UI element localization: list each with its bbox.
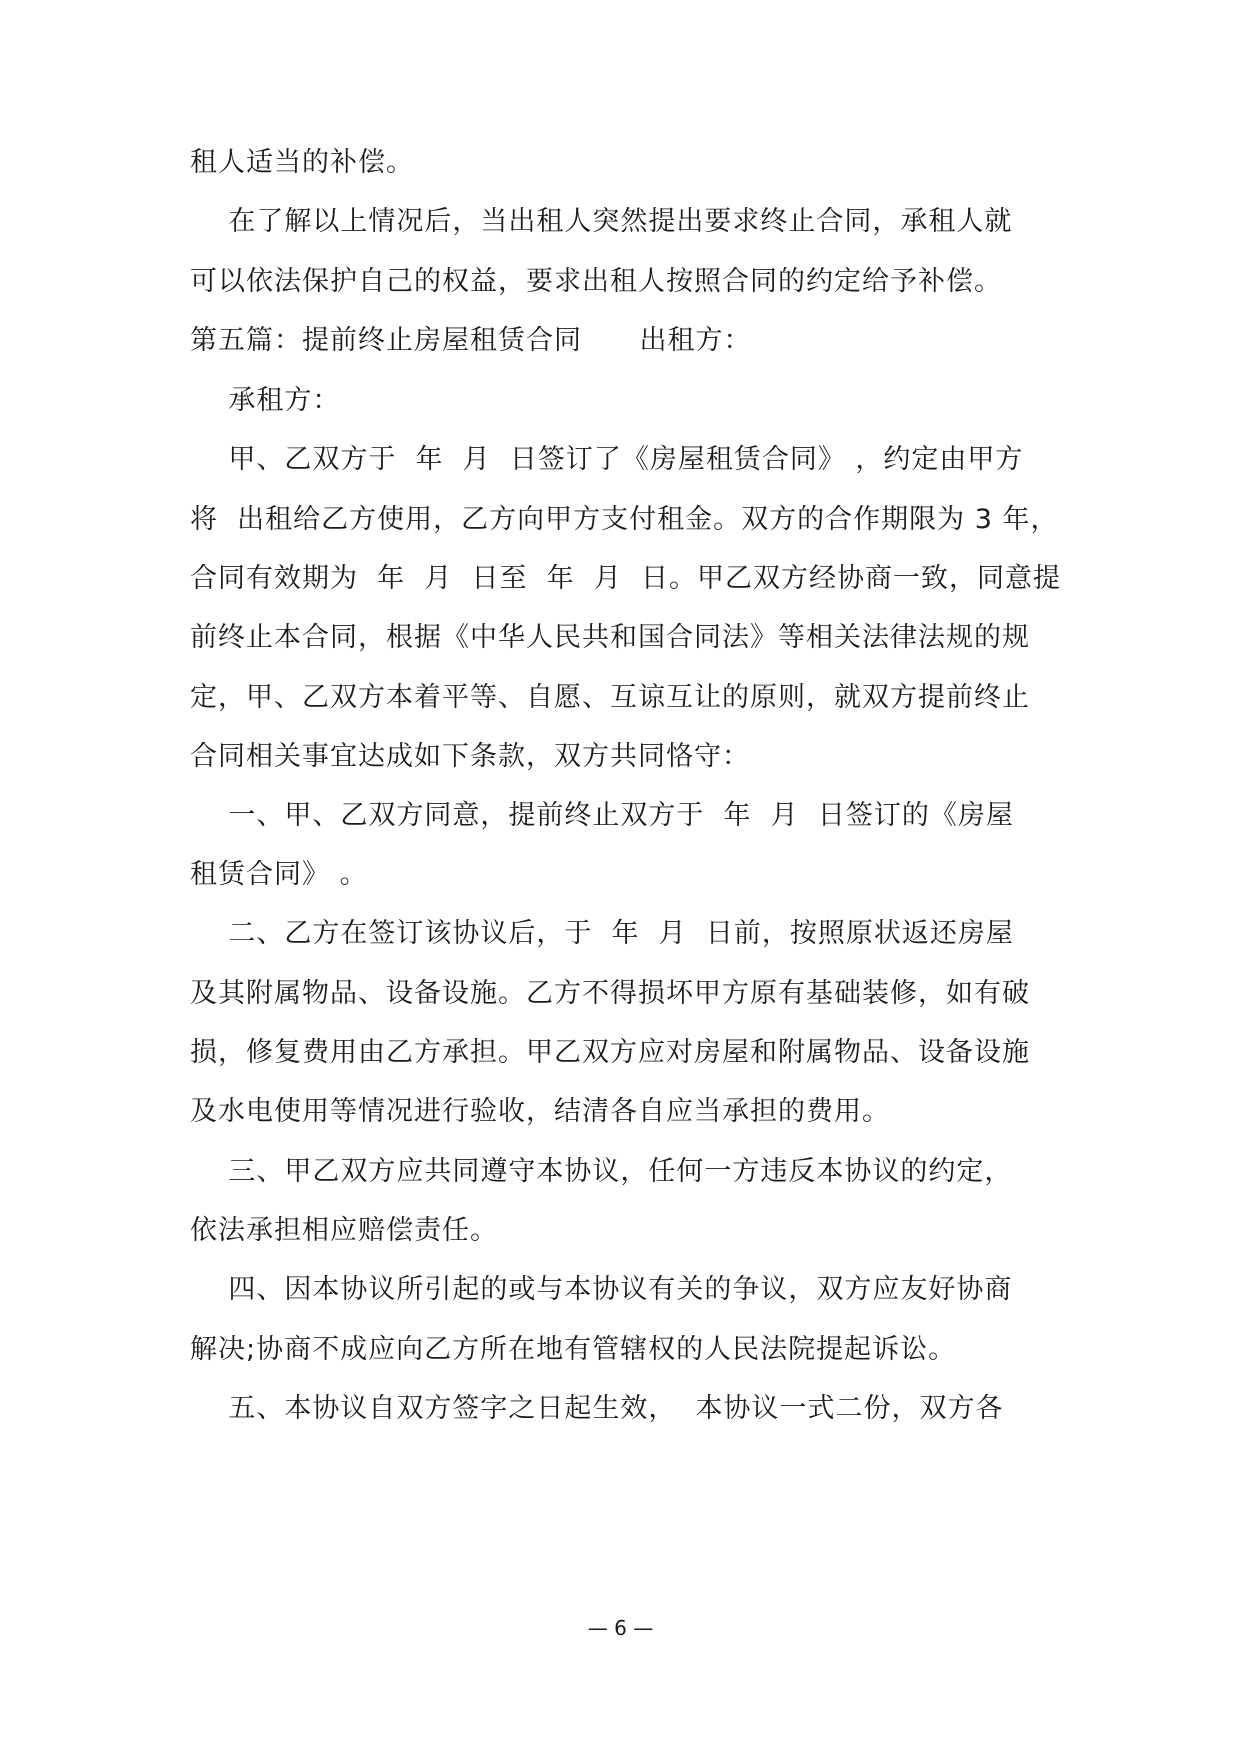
- text-line: 定，甲、乙双方本着平等、自愿、互谅互让的原则，就双方提前终止: [190, 682, 1030, 713]
- text-line: 甲、乙双方于 年 月 日签订了《房屋租赁合同》 ，约定由甲方: [190, 444, 1024, 475]
- text-line: 二、乙方在签订该协议后，于 年 月 日前，按照原状返还房屋: [190, 918, 1014, 949]
- text-line: 及水电使用等情况进行验收，结清各自应当承担的费用。: [190, 1096, 890, 1127]
- text-line: 依法承担相应赔偿责任。: [190, 1215, 498, 1246]
- text-line: 解决;协商不成应向乙方所在地有管辖权的人民法院提起诉讼。: [190, 1334, 957, 1365]
- section-heading: 第五篇：提前终止房屋租赁合同 出租方：: [190, 325, 752, 356]
- text-line: 承租方：: [190, 385, 341, 416]
- text-line: 合同相关事宜达成如下条款，双方共同恪守：: [190, 741, 750, 772]
- text-line: 损，修复费用由乙方承担。甲乙双方应对房屋和附属物品、设备设施: [190, 1037, 1030, 1068]
- text-line: 可以依法保护自己的权益，要求出租人按照合同的约定给予补偿。: [190, 266, 1002, 297]
- text-line: 前终止本合同，根据《中华人民共和国合同法》等相关法律法规的规: [190, 622, 1030, 653]
- text-line: 租人适当的补偿。: [190, 147, 414, 178]
- text-line: 一、甲、乙双方同意，提前终止双方于 年 月 日签订的《房屋: [190, 800, 1014, 831]
- text-line: 将 出租给乙方使用，乙方向甲方支付租金。双方的合作期限为 3 年，: [190, 504, 1059, 535]
- text-line: 三、甲乙双方应共同遵守本协议，任何一方违反本协议的约定，: [190, 1156, 1013, 1187]
- text-line: 在了解以上情况后，当出租人突然提出要求终止合同，承租人就: [190, 206, 1013, 237]
- text-line: 租赁合同》 。: [190, 859, 368, 890]
- text-line: 合同有效期为 年 月 日至 年 月 日。甲乙双方经协商一致，同意提: [190, 563, 1061, 594]
- text-line: 四、因本协议所引起的或与本协议有关的争议，双方应友好协商: [190, 1274, 1013, 1305]
- text-line: 五、本协议自双方签字之日起生效， 本协议一式二份，双方各: [190, 1393, 1004, 1424]
- page-number: — 6 —: [587, 1616, 654, 1640]
- text-line: 及其附属物品、设备设施。乙方不得损坏甲方原有基础装修，如有破: [190, 978, 1030, 1009]
